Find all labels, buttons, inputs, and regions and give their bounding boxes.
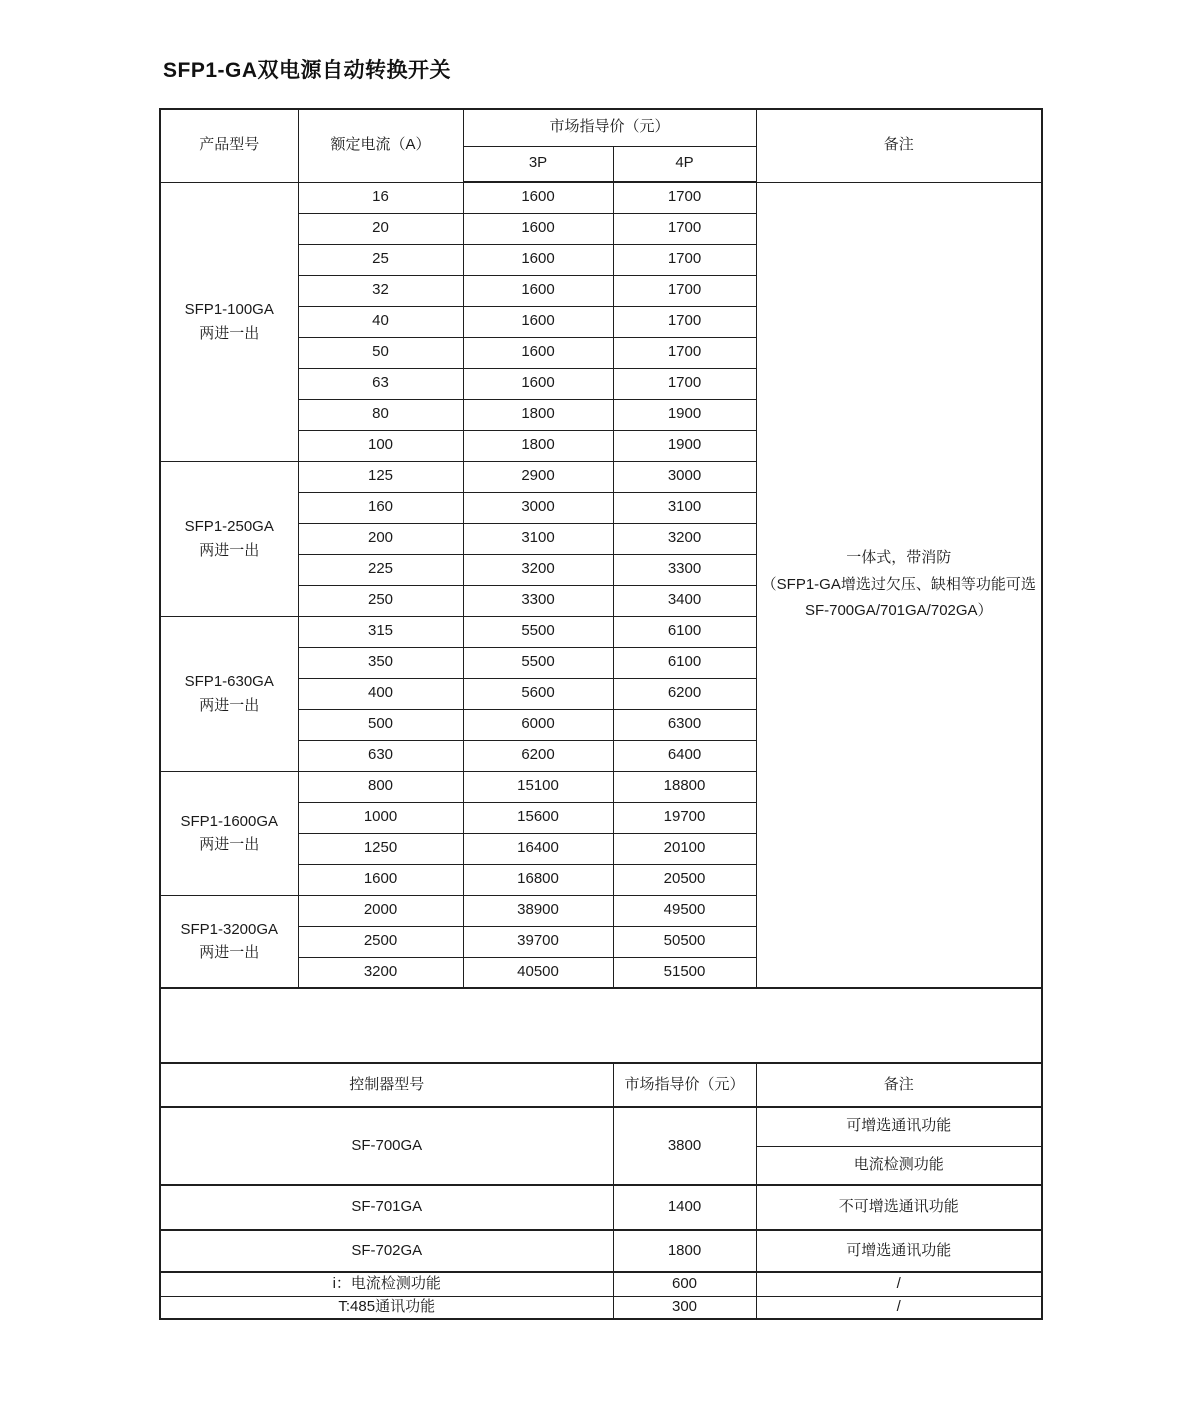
col-header-4p: 4P: [613, 146, 756, 182]
product-subtitle-label: 两进一出: [199, 541, 260, 559]
price-3p-cell: 15600: [463, 802, 613, 833]
rated-current-cell: 32: [298, 275, 463, 306]
product-subtitle-label: 两进一出: [199, 944, 260, 962]
price-4p-cell: 19700: [613, 802, 756, 833]
rated-current-cell: 315: [298, 616, 463, 647]
controller-model-cell: SF-702GA: [160, 1230, 613, 1272]
price-3p-cell: 15100: [463, 771, 613, 802]
rated-current-cell: 500: [298, 709, 463, 740]
product-model-label: SFP1-250GA: [184, 518, 274, 536]
price-4p-cell: 49500: [613, 895, 756, 926]
price-3p-cell: 1600: [463, 182, 613, 213]
product-model-cell: [160, 771, 298, 895]
price-3p-cell: 2900: [463, 461, 613, 492]
price-4p-cell: 20100: [613, 833, 756, 864]
price-4p-cell: 1700: [613, 244, 756, 275]
col-header-product-model: 产品型号: [160, 109, 298, 182]
remark-line: 一体式，带消防: [846, 549, 952, 567]
controller-remark-cell: 可增选通讯功能: [756, 1107, 1042, 1146]
price-3p-cell: 3100: [463, 523, 613, 554]
rated-current-cell: 630: [298, 740, 463, 771]
price-3p-cell: 5500: [463, 616, 613, 647]
product-model-label: SFP1-630GA: [184, 673, 274, 691]
price-4p-cell: 51500: [613, 957, 756, 988]
rated-current-cell: 800: [298, 771, 463, 802]
controller-remark-cell: /: [756, 1296, 1042, 1319]
price-4p-cell: 3300: [613, 554, 756, 585]
price-3p-cell: 1800: [463, 399, 613, 430]
price-4p-cell: 6400: [613, 740, 756, 771]
rated-current-cell: 200: [298, 523, 463, 554]
controller-model-cell: SF-700GA: [160, 1107, 613, 1185]
product-model-cell: [160, 461, 298, 616]
price-4p-cell: 50500: [613, 926, 756, 957]
price-4p-cell: 6300: [613, 709, 756, 740]
controller-table-row: [160, 1185, 1042, 1230]
remark-line: （SFP1-GA增选过欠压、缺相等功能可选: [761, 575, 1036, 593]
price-3p-cell: 1600: [463, 275, 613, 306]
product-model-label: SFP1-3200GA: [180, 921, 279, 938]
spacer-section: [160, 988, 1042, 1063]
price-4p-cell: 3100: [613, 492, 756, 523]
controller-price-cell: 300: [613, 1296, 756, 1319]
price-sheet-table: [159, 108, 1043, 1320]
rated-current-cell: 1600: [298, 864, 463, 895]
controller-table-row: [160, 1296, 1042, 1319]
col-header-controller-remark: 备注: [756, 1063, 1042, 1107]
rated-current-cell: 16: [298, 182, 463, 213]
price-3p-cell: 1600: [463, 244, 613, 275]
price-3p-cell: 6000: [463, 709, 613, 740]
price-3p-cell: 1600: [463, 306, 613, 337]
empty-spacer-cell: [160, 988, 1042, 1063]
remark-line: SF-700GA/701GA/702GA）: [804, 601, 993, 619]
col-header-3p: 3P: [463, 146, 613, 182]
controller-price-cell: 1800: [613, 1230, 756, 1272]
controller-remark-cell: 电流检测功能: [756, 1146, 1042, 1185]
main-table-body: [160, 182, 1042, 988]
rated-current-cell: 63: [298, 368, 463, 399]
price-3p-cell: 3200: [463, 554, 613, 585]
controller-price-cell: 3800: [613, 1107, 756, 1185]
col-header-rated-current: 额定电流（A）: [298, 109, 463, 182]
price-4p-cell: 1900: [613, 430, 756, 461]
product-model-cell: [160, 616, 298, 771]
main-table-header: [160, 109, 1042, 182]
rated-current-cell: 3200: [298, 957, 463, 988]
rated-current-cell: 250: [298, 585, 463, 616]
page-title: SFP1-GA双电源自动转换开关: [163, 59, 452, 82]
rated-current-cell: 400: [298, 678, 463, 709]
price-3p-cell: 3000: [463, 492, 613, 523]
rated-current-cell: 25: [298, 244, 463, 275]
price-4p-cell: 1900: [613, 399, 756, 430]
table-row: [160, 182, 1042, 213]
product-model-cell: [160, 895, 298, 988]
controller-remark-cell: 不可增选通讯功能: [756, 1185, 1042, 1230]
price-3p-cell: 6200: [463, 740, 613, 771]
price-3p-cell: 5500: [463, 647, 613, 678]
price-3p-cell: 1800: [463, 430, 613, 461]
main-remark-cell: [756, 182, 1042, 988]
rated-current-cell: 225: [298, 554, 463, 585]
price-3p-cell: 1600: [463, 368, 613, 399]
controller-model-cell: SF-701GA: [160, 1185, 613, 1230]
price-3p-cell: 40500: [463, 957, 613, 988]
price-4p-cell: 3000: [613, 461, 756, 492]
controller-price-cell: 600: [613, 1272, 756, 1296]
controller-model-cell: i：电流检测功能: [160, 1272, 613, 1296]
controller-price-cell: 1400: [613, 1185, 756, 1230]
controller-table-row: [160, 1272, 1042, 1296]
rated-current-cell: 50: [298, 337, 463, 368]
controller-remark-cell: 可增选通讯功能: [756, 1230, 1042, 1272]
col-header-controller-model: 控制器型号: [160, 1063, 613, 1107]
rated-current-cell: 2500: [298, 926, 463, 957]
rated-current-cell: 1250: [298, 833, 463, 864]
product-model-label: SFP1-100GA: [184, 301, 274, 319]
col-header-controller-price: 市场指导价（元）: [613, 1063, 756, 1107]
price-4p-cell: 1700: [613, 368, 756, 399]
price-3p-cell: 5600: [463, 678, 613, 709]
product-subtitle-label: 两进一出: [199, 324, 260, 342]
controller-model-cell: T:485通讯功能: [160, 1296, 613, 1319]
rated-current-cell: 1000: [298, 802, 463, 833]
rated-current-cell: 125: [298, 461, 463, 492]
price-4p-cell: 1700: [613, 337, 756, 368]
price-4p-cell: 3200: [613, 523, 756, 554]
price-4p-cell: 6100: [613, 647, 756, 678]
price-4p-cell: 1700: [613, 306, 756, 337]
rated-current-cell: 2000: [298, 895, 463, 926]
price-3p-cell: 39700: [463, 926, 613, 957]
rated-current-cell: 160: [298, 492, 463, 523]
price-4p-cell: 6200: [613, 678, 756, 709]
price-4p-cell: 20500: [613, 864, 756, 895]
controller-table-row: [160, 1230, 1042, 1272]
price-3p-cell: 38900: [463, 895, 613, 926]
controller-remark-cell: /: [756, 1272, 1042, 1296]
price-4p-cell: 1700: [613, 275, 756, 306]
price-4p-cell: 3400: [613, 585, 756, 616]
price-3p-cell: 1600: [463, 213, 613, 244]
price-3p-cell: 16800: [463, 864, 613, 895]
rated-current-cell: 80: [298, 399, 463, 430]
col-header-market-price: 市场指导价（元）: [463, 109, 756, 146]
product-subtitle-label: 两进一出: [199, 696, 260, 714]
price-4p-cell: 1700: [613, 213, 756, 244]
price-4p-cell: 1700: [613, 182, 756, 213]
price-3p-cell: 3300: [463, 585, 613, 616]
rated-current-cell: 100: [298, 430, 463, 461]
price-3p-cell: 16400: [463, 833, 613, 864]
rated-current-cell: 20: [298, 213, 463, 244]
product-subtitle-label: 两进一出: [199, 836, 260, 853]
rated-current-cell: 350: [298, 647, 463, 678]
col-header-remark: 备注: [756, 109, 1042, 182]
controller-table-body: [160, 1107, 1042, 1319]
price-3p-cell: 1600: [463, 337, 613, 368]
controller-table-header: [160, 1063, 1042, 1107]
controller-table-row: [160, 1107, 1042, 1146]
rated-current-cell: 40: [298, 306, 463, 337]
price-4p-cell: 18800: [613, 771, 756, 802]
product-model-cell: [160, 182, 298, 461]
price-4p-cell: 6100: [613, 616, 756, 647]
product-model-label: SFP1-1600GA: [180, 812, 279, 830]
